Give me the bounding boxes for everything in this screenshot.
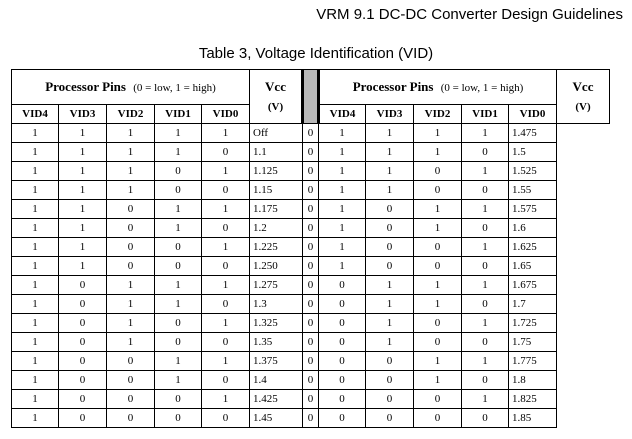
right-vid-cell: 0: [366, 219, 414, 238]
right-vid-cell: 0: [303, 219, 319, 238]
table-row: [12, 257, 610, 276]
left-vid-cell: 1: [202, 162, 250, 181]
vcc-label: Vcc: [265, 78, 286, 94]
right-vid-cell: 0: [462, 143, 509, 162]
col-header-vid4: VID4: [12, 105, 59, 124]
table-row: [12, 371, 610, 390]
left-vid-cell: 0: [202, 181, 250, 200]
table-row: [12, 352, 610, 371]
right-vid-cell: 0: [319, 295, 366, 314]
processor-pins-note: (0 = low, 1 = high): [440, 81, 524, 94]
left-vid-cell: 0: [107, 352, 155, 371]
col-header-vid1: VID1: [462, 105, 509, 124]
col-header-vid2: VID2: [414, 105, 462, 124]
right-vcc-cell: 1.625: [509, 238, 557, 257]
right-vid-cell: 1: [366, 295, 414, 314]
right-vcc-cell: 1.725: [509, 314, 557, 333]
col-header-vid3: VID3: [59, 105, 107, 124]
left-vid-cell: 1: [12, 162, 59, 181]
right-vid-cell: 1: [414, 295, 462, 314]
right-vcc-cell: 1.7: [509, 295, 557, 314]
left-vcc-cell: 1.2: [250, 219, 303, 238]
left-vcc-cell: 1.325: [250, 314, 303, 333]
left-vid-cell: 1: [12, 257, 59, 276]
right-vid-cell: 0: [303, 257, 319, 276]
vid-table-body: [12, 124, 610, 428]
left-vid-cell: 1: [12, 219, 59, 238]
left-vcc-cell: 1.45: [250, 409, 303, 428]
right-vid-cell: 0: [366, 371, 414, 390]
table-row: [12, 276, 610, 295]
right-vid-cell: 1: [366, 181, 414, 200]
vcc-label: Vcc: [572, 78, 594, 94]
table-row: [12, 390, 610, 409]
left-vid-cell: 1: [155, 371, 202, 390]
right-vid-cell: 1: [414, 352, 462, 371]
right-vid-cell: 1: [366, 162, 414, 181]
left-vid-cell: 0: [155, 390, 202, 409]
right-vid-cell: 1: [366, 276, 414, 295]
left-vid-cell: 1: [202, 124, 250, 143]
left-vid-cell: 1: [107, 143, 155, 162]
right-vid-cell: 1: [319, 143, 366, 162]
vcc-unit: (V): [575, 100, 591, 113]
right-vid-cell: 0: [303, 124, 319, 143]
left-vid-cell: 0: [202, 409, 250, 428]
left-vcc-cell: 1.4: [250, 371, 303, 390]
right-vid-cell: 0: [319, 371, 366, 390]
right-vid-cell: 0: [303, 238, 319, 257]
right-vid-cell: 0: [303, 409, 319, 428]
table-row: [12, 124, 610, 143]
left-vid-cell: 0: [59, 409, 107, 428]
left-vid-cell: 1: [107, 295, 155, 314]
right-vid-cell: 0: [366, 257, 414, 276]
right-vid-cell: 1: [414, 219, 462, 238]
left-vid-cell: 1: [59, 124, 107, 143]
right-vid-cell: 1: [462, 314, 509, 333]
left-vcc-cell: 1.1: [250, 143, 303, 162]
left-vcc-cell: 1.175: [250, 200, 303, 219]
right-vid-cell: 1: [366, 314, 414, 333]
right-vid-cell: 1: [414, 124, 462, 143]
right-vid-cell: 0: [366, 390, 414, 409]
right-vcc-cell: 1.825: [509, 390, 557, 409]
processor-pins-note: (0 = low, 1 = high): [133, 81, 216, 94]
right-vcc-cell: 1.775: [509, 352, 557, 371]
table-row: [12, 181, 610, 200]
right-vid-cell: 0: [414, 409, 462, 428]
right-vid-cell: 1: [319, 238, 366, 257]
right-vid-cell: 1: [462, 238, 509, 257]
left-vid-cell: 1: [202, 238, 250, 257]
right-vid-cell: 0: [366, 409, 414, 428]
right-vid-cell: 1: [462, 200, 509, 219]
left-vid-cell: 0: [59, 371, 107, 390]
col-header-vid4: VID4: [319, 105, 366, 124]
left-vcc-cell: Off: [250, 124, 303, 143]
right-vid-cell: 0: [303, 276, 319, 295]
right-vid-cell: 0: [414, 314, 462, 333]
table-row: [12, 409, 610, 428]
left-vcc-cell: 1.35: [250, 333, 303, 352]
right-vcc-cell: 1.55: [509, 181, 557, 200]
right-vid-cell: 0: [414, 238, 462, 257]
right-vid-cell: 0: [366, 200, 414, 219]
right-vcc-cell: 1.5: [509, 143, 557, 162]
right-vid-cell: 0: [462, 371, 509, 390]
left-vid-cell: 0: [59, 314, 107, 333]
right-vid-cell: 0: [414, 257, 462, 276]
right-vid-cell: 1: [319, 200, 366, 219]
left-vid-cell: 0: [155, 333, 202, 352]
right-vid-cell: 0: [319, 333, 366, 352]
left-vcc-cell: 1.225: [250, 238, 303, 257]
left-vid-cell: 1: [107, 314, 155, 333]
right-vid-cell: 1: [462, 352, 509, 371]
right-vcc-cell: 1.75: [509, 333, 557, 352]
table-row: [12, 219, 610, 238]
right-vid-cell: 0: [366, 238, 414, 257]
left-vid-cell: 1: [12, 124, 59, 143]
left-vid-cell: 0: [155, 162, 202, 181]
left-vcc-cell: 1.15: [250, 181, 303, 200]
right-vid-cell: 0: [303, 352, 319, 371]
left-vid-cell: 0: [59, 276, 107, 295]
left-vid-cell: 1: [155, 124, 202, 143]
table-separator: [303, 70, 319, 124]
table-row: [12, 162, 610, 181]
right-vid-cell: 0: [319, 276, 366, 295]
left-vid-cell: 0: [202, 295, 250, 314]
right-vid-cell: 0: [303, 371, 319, 390]
right-vid-cell: 1: [462, 276, 509, 295]
left-vid-cell: 1: [107, 181, 155, 200]
right-vid-cell: 1: [414, 371, 462, 390]
left-vid-cell: 1: [12, 143, 59, 162]
left-vid-cell: 1: [59, 238, 107, 257]
left-vid-cell: 0: [202, 143, 250, 162]
left-vcc-cell: 1.425: [250, 390, 303, 409]
left-vid-cell: 1: [202, 352, 250, 371]
right-vid-cell: 1: [414, 276, 462, 295]
left-vid-cell: 0: [107, 390, 155, 409]
processor-pins-header-left: [12, 70, 250, 105]
left-vcc-cell: 1.250: [250, 257, 303, 276]
left-vid-cell: 1: [202, 276, 250, 295]
left-vid-cell: 1: [107, 333, 155, 352]
left-vid-cell: 0: [107, 200, 155, 219]
right-vid-cell: 0: [462, 257, 509, 276]
vcc-header-right: [557, 70, 610, 124]
left-vid-cell: 0: [107, 257, 155, 276]
col-header-vid3: VID3: [366, 105, 414, 124]
col-header-vid0: VID0: [509, 105, 557, 124]
right-vid-cell: 0: [462, 409, 509, 428]
right-vid-cell: 1: [319, 181, 366, 200]
left-vid-cell: 1: [12, 238, 59, 257]
right-vcc-cell: 1.525: [509, 162, 557, 181]
left-vid-cell: 0: [107, 371, 155, 390]
left-vid-cell: 1: [155, 200, 202, 219]
left-vid-cell: 0: [107, 409, 155, 428]
right-vid-cell: 1: [319, 162, 366, 181]
right-vid-cell: 0: [319, 390, 366, 409]
left-vid-cell: 0: [202, 219, 250, 238]
right-vcc-cell: 1.575: [509, 200, 557, 219]
right-vid-cell: 0: [414, 181, 462, 200]
right-vid-cell: 1: [414, 143, 462, 162]
right-vid-cell: 0: [462, 181, 509, 200]
left-vid-cell: 1: [59, 181, 107, 200]
left-vid-cell: 0: [107, 238, 155, 257]
left-vid-cell: 1: [12, 333, 59, 352]
right-vcc-cell: 1.475: [509, 124, 557, 143]
left-vid-cell: 1: [59, 257, 107, 276]
left-vid-cell: 1: [155, 276, 202, 295]
right-vid-cell: 0: [319, 314, 366, 333]
left-vid-cell: 0: [155, 238, 202, 257]
col-header-vid2: VID2: [107, 105, 155, 124]
left-vid-cell: 1: [107, 276, 155, 295]
right-vcc-cell: 1.85: [509, 409, 557, 428]
table-row: [12, 314, 610, 333]
right-vid-cell: 0: [366, 352, 414, 371]
right-vid-cell: 1: [462, 162, 509, 181]
document-header: VRM 9.1 DC-DC Converter Design Guidelines: [316, 6, 623, 23]
table-caption: Table 3, Voltage Identification (VID): [198, 45, 434, 62]
left-vid-cell: 1: [59, 219, 107, 238]
left-vcc-cell: 1.125: [250, 162, 303, 181]
right-vid-cell: 1: [319, 219, 366, 238]
table-row: [12, 143, 610, 162]
right-vid-cell: 0: [462, 219, 509, 238]
left-vid-cell: 1: [59, 162, 107, 181]
right-vid-cell: 0: [462, 333, 509, 352]
right-vcc-cell: 1.8: [509, 371, 557, 390]
left-vid-cell: 1: [12, 352, 59, 371]
right-vid-cell: 0: [319, 409, 366, 428]
right-vid-cell: 0: [303, 162, 319, 181]
right-vid-cell: 1: [366, 124, 414, 143]
left-vid-cell: 1: [12, 314, 59, 333]
right-vid-cell: 0: [462, 295, 509, 314]
right-vcc-cell: 1.6: [509, 219, 557, 238]
left-vid-cell: 0: [59, 390, 107, 409]
left-vid-cell: 1: [59, 143, 107, 162]
left-vid-cell: 1: [107, 162, 155, 181]
left-vcc-cell: 1.375: [250, 352, 303, 371]
col-header-vid1: VID1: [155, 105, 202, 124]
right-vid-cell: 0: [303, 314, 319, 333]
right-vid-cell: 0: [319, 352, 366, 371]
vid-table: [11, 69, 610, 428]
left-vid-cell: 0: [107, 219, 155, 238]
right-vid-cell: 0: [414, 390, 462, 409]
right-vcc-cell: 1.675: [509, 276, 557, 295]
left-vcc-cell: 1.275: [250, 276, 303, 295]
processor-pins-header-right: [319, 70, 557, 105]
right-vid-cell: 0: [303, 200, 319, 219]
left-vid-cell: 1: [12, 371, 59, 390]
left-vid-cell: 0: [59, 352, 107, 371]
right-vid-cell: 1: [462, 124, 509, 143]
left-vcc-cell: 1.3: [250, 295, 303, 314]
left-vid-cell: 0: [59, 295, 107, 314]
vcc-header-left: [250, 70, 303, 124]
right-vid-cell: 0: [414, 162, 462, 181]
table-row: [12, 333, 610, 352]
left-vid-cell: 0: [202, 333, 250, 352]
left-vid-cell: 1: [155, 143, 202, 162]
left-vid-cell: 1: [202, 390, 250, 409]
right-vid-cell: 0: [303, 181, 319, 200]
right-vid-cell: 0: [414, 333, 462, 352]
left-vid-cell: 0: [155, 181, 202, 200]
table-row: [12, 238, 610, 257]
left-vid-cell: 1: [202, 314, 250, 333]
right-vid-cell: 1: [414, 200, 462, 219]
left-vid-cell: 1: [107, 124, 155, 143]
left-vid-cell: 0: [59, 333, 107, 352]
left-vid-cell: 0: [155, 409, 202, 428]
left-vid-cell: 0: [155, 314, 202, 333]
right-vid-cell: 0: [303, 390, 319, 409]
col-header-vid0: VID0: [202, 105, 250, 124]
right-vid-cell: 1: [319, 124, 366, 143]
table-row: [12, 295, 610, 314]
left-vid-cell: 0: [202, 257, 250, 276]
right-vid-cell: 1: [319, 257, 366, 276]
right-vid-cell: 1: [366, 333, 414, 352]
right-vid-cell: 0: [303, 143, 319, 162]
left-vid-cell: 1: [12, 276, 59, 295]
left-vid-cell: 0: [155, 257, 202, 276]
right-vid-cell: 0: [303, 333, 319, 352]
processor-pins-title: Processor Pins: [352, 78, 434, 94]
left-vid-cell: 1: [12, 200, 59, 219]
left-vid-cell: 1: [12, 390, 59, 409]
left-vid-cell: 1: [202, 200, 250, 219]
left-vid-cell: 0: [202, 371, 250, 390]
right-vid-cell: 0: [303, 295, 319, 314]
left-vid-cell: 1: [155, 295, 202, 314]
right-vcc-cell: 1.65: [509, 257, 557, 276]
processor-pins-title: Processor Pins: [45, 78, 126, 94]
left-vid-cell: 1: [59, 200, 107, 219]
table-row: [12, 200, 610, 219]
left-vid-cell: 1: [12, 295, 59, 314]
left-vid-cell: 1: [12, 409, 59, 428]
right-vid-cell: 1: [462, 390, 509, 409]
left-vid-cell: 1: [12, 181, 59, 200]
left-vid-cell: 1: [155, 352, 202, 371]
right-vid-cell: 1: [366, 143, 414, 162]
vcc-unit: (V): [267, 100, 284, 113]
left-vid-cell: 1: [155, 219, 202, 238]
